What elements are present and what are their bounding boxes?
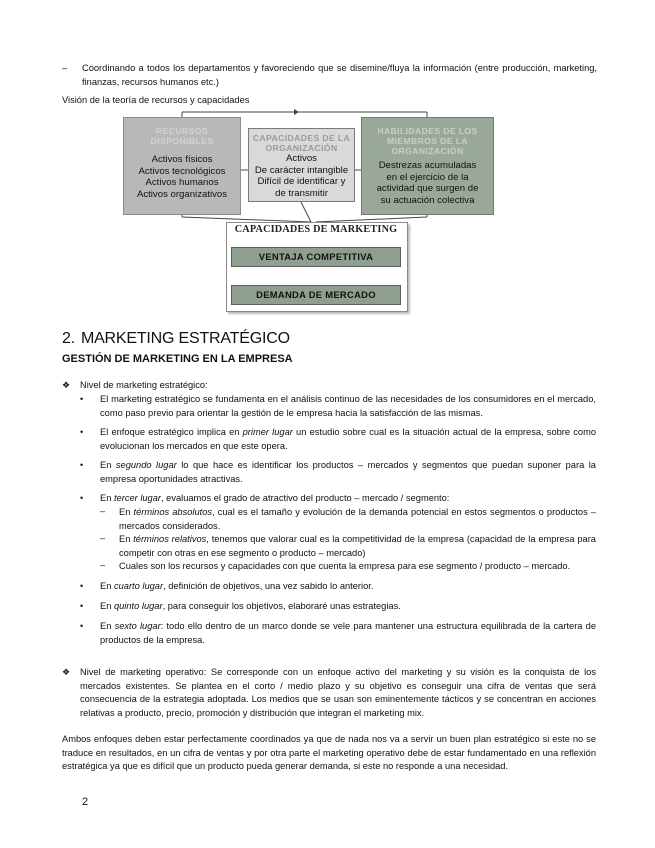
capacidades-line: De carácter intangible bbox=[254, 164, 349, 176]
bullet-text: El enfoque estratégico implica en primer lugar un estudio sobre cual es la situación actual de la empresa, sobre como evolucionan los mercados en que este opera. bbox=[100, 427, 596, 451]
recursos-line: Activos organizativos bbox=[136, 188, 228, 200]
recursos-header: RECURSOS DISPONIBLES bbox=[150, 126, 214, 146]
bullet-text: En tercer lugar, evaluamos el grado de atractivo del producto – mercado / segmento: bbox=[100, 493, 450, 503]
habilidades-box bbox=[361, 117, 494, 215]
bullet-text: En segundo lugar lo que hace es identificar los productos – mercados y segmentos que puedan suponer para la empresa oportunidades atractivas. bbox=[100, 460, 596, 484]
dash-marker: – bbox=[100, 560, 106, 570]
section-heading bbox=[62, 330, 290, 348]
bullet-icon: • bbox=[80, 601, 84, 611]
top-list-item bbox=[62, 62, 597, 89]
subsection-heading: GESTIÓN DE MARKETING EN LA EMPRESA bbox=[62, 353, 293, 365]
sub-item-text: Cuales son los recursos y capacidades con que cuenta la empresa para ese segmento / producto – mercado. bbox=[119, 561, 571, 571]
recursos-box bbox=[123, 117, 241, 215]
estrategico-label: Nivel de marketing estratégico: bbox=[80, 380, 208, 390]
closing-paragraph: Ambos enfoques deben estar perfectamente coordinados ya que de nada nos va a servir un buen plan estratégico si este no se traduce en resultados, en un cifra de ventas y por otra parte el marketing operativo debe de estar fundamentado en una reflexión estratégica ya que es difícil que un producto pueda generar demanda, si este no responde a una necesidad. bbox=[62, 734, 596, 771]
recursos-line: Activos físicos bbox=[151, 154, 213, 165]
section-title: MARKETING ESTRATÉGICO bbox=[80, 330, 290, 347]
dash-marker: – bbox=[100, 506, 106, 516]
ventaja-competitiva-box: VENTAJA COMPETITIVA bbox=[231, 247, 401, 267]
recursos-line: Activos humanos bbox=[145, 177, 219, 188]
recursos-line: Activos tecnológicos bbox=[138, 165, 226, 177]
top-list-text: Coordinando a todos los departamentos y favoreciendo que se disemine/fluya la información (entre producción, marketing, finanzas, recursos humanos etc.) bbox=[82, 63, 597, 87]
bullet-icon: • bbox=[80, 493, 84, 503]
sub-item-text: En términos absolutos, cual es el tamaño y evolución de la demanda potencial en estos segmentos o productos – mercados considerados. bbox=[119, 507, 596, 531]
bullet-text: En sexto lugar: todo ello dentro de un marco donde se vele para mantener una estructura equilibrada de la cartera de productos de la empresa. bbox=[100, 621, 596, 645]
capacidades-line: de transmitir bbox=[275, 187, 328, 199]
bullet-icon: • bbox=[80, 581, 84, 591]
habilidades-line: Destrezas acumuladas bbox=[378, 160, 477, 171]
diamond-bullet-icon: ❖ bbox=[62, 380, 71, 390]
bullet-icon: • bbox=[80, 460, 84, 470]
page-number: 2 bbox=[82, 796, 89, 808]
bullet-icon: • bbox=[80, 621, 84, 631]
bullet-icon: • bbox=[80, 394, 84, 404]
capacidades-line: Difícil de identificar y bbox=[257, 176, 346, 187]
demanda-mercado-box: DEMANDA DE MERCADO bbox=[231, 285, 401, 305]
bullet-text: En quinto lugar, para conseguir los objetivos, elaboraré unas estrategias. bbox=[100, 601, 401, 611]
bullet-text: En cuarto lugar, definición de objetivos, una vez sabido lo anterior. bbox=[100, 581, 374, 591]
bullet-text: El marketing estratégico se fundamenta en el análisis continuo de las necesidades de los consumidores en el mercado, como paso previo para orientar la gestión de le empresa hacia la satisfacción de las mismas. bbox=[100, 394, 596, 418]
capacidades-box bbox=[248, 128, 355, 202]
bullet-icon: • bbox=[80, 427, 84, 437]
habilidades-line: actividad que surgen de bbox=[376, 183, 479, 194]
dash-marker: – bbox=[62, 63, 68, 73]
marketing-capabilities-title: CAPACIDADES DE MARKETING bbox=[234, 224, 398, 235]
habilidades-header: HABILIDADES DE LOS MIEMBROS DE LA ORGANIZACIÓN bbox=[377, 126, 478, 156]
diagram-caption: Visión de la teoría de recursos y capacidades bbox=[62, 95, 250, 105]
capacidades-line: Activos bbox=[286, 153, 317, 164]
sub-item-text: En términos relativos, tenemos que valorar cual es la competitividad de la empresa (capacidad de la empresa para competir con otras en ese segmento o producto – mercado) bbox=[119, 534, 596, 558]
operativo-text: Nivel de marketing operativo: Se corresponde con un enfoque activo del marketing y su visión es la conquista de los mercados existentes. Se plantea en el corto / medio plazo y su objetivo es conseguir una cifra de ventas que será consecuencia de la estrategia adoptada. Los medios que se usan son eminentemente tácticos y se concentran en acciones relativas a producto, precio, promoción y distribución que integran el marketing mix. bbox=[80, 667, 596, 718]
capacidades-header: CAPACIDADES DE LA ORGANIZACIÓN bbox=[252, 133, 351, 153]
section-number: 2. bbox=[62, 330, 75, 347]
diamond-bullet-icon: ❖ bbox=[62, 667, 71, 677]
habilidades-line: su actuación colectiva bbox=[380, 194, 475, 206]
habilidades-line: en el ejercicio de la bbox=[386, 171, 469, 183]
dash-marker: – bbox=[100, 533, 106, 543]
